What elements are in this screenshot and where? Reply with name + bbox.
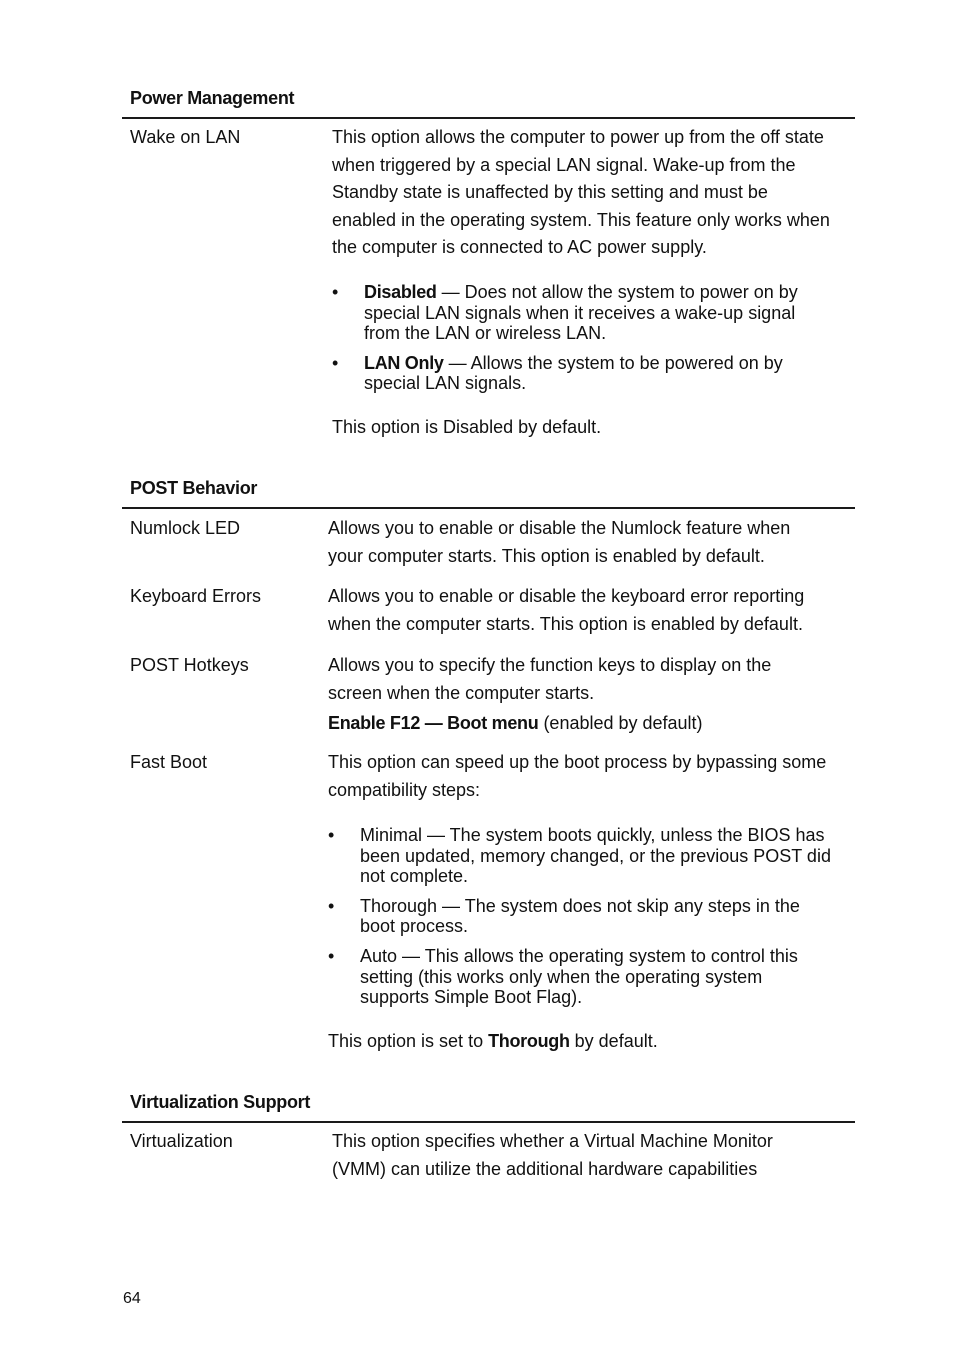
description-line: enabled in the operating system. This feature only works when — [332, 209, 830, 230]
description-line: This option allows the computer to power up from the off state — [332, 127, 824, 147]
page-number: 64 — [123, 1290, 141, 1307]
section-title-power-management: Power Management — [130, 88, 295, 108]
description-line: when triggered by a special LAN signal. Wake-up from the — [332, 154, 796, 175]
section-divider — [122, 507, 855, 509]
description-line: the computer is connected to AC power supply. — [332, 237, 707, 257]
bullet: • — [328, 895, 335, 916]
list-item — [328, 946, 852, 1008]
list-item — [332, 282, 852, 344]
description-line: Allows you to enable or disable the Numlock feature when — [328, 518, 791, 538]
setting-label-fast-boot: Fast Boot — [130, 752, 208, 772]
setting-description-virtualization — [332, 1128, 773, 1183]
section-title-post-behavior: POST Behavior — [130, 478, 258, 498]
description-line: This option can speed up the boot process by bypassing some — [328, 752, 827, 772]
setting-label-post-hotkeys: POST Hotkeys — [130, 655, 249, 675]
option-name: Disabled — [364, 282, 437, 302]
option-text: — Allows the system to be powered on by — [443, 352, 783, 373]
default-value: Thorough — [488, 1031, 570, 1051]
setting-label-numlock-led: Numlock LED — [130, 518, 241, 538]
hotkey-name: Enable F12 — Boot menu — [328, 713, 539, 733]
setting-label-virtualization: Virtualization — [130, 1131, 233, 1151]
setting-description-wake-on-lan — [332, 124, 830, 262]
setting-label-keyboard-errors: Keyboard Errors — [130, 586, 262, 606]
list-item — [332, 353, 852, 394]
default-text: This option is set to — [328, 1031, 489, 1051]
bullet: • — [328, 825, 335, 845]
default-note-wake-on-lan: This option is Disabled by default. — [332, 417, 602, 437]
option-text: setting (this works only when the operating system — [360, 966, 763, 987]
list-item — [328, 896, 852, 937]
setting-description-numlock-led — [328, 515, 790, 570]
description-line: when the computer starts. This option is enabled by default. — [328, 613, 803, 634]
option-text: special LAN signals when it receives a wake-up signal — [364, 302, 796, 323]
bullet: • — [328, 945, 335, 966]
option-list-fast-boot — [328, 825, 852, 1008]
option-text: Thorough — The system does not skip any steps in the — [360, 895, 800, 916]
option-text: special LAN signals. — [364, 373, 527, 394]
setting-description-fast-boot — [328, 749, 826, 804]
option-text: not complete. — [360, 866, 469, 887]
list-item — [328, 825, 852, 887]
description-line: Allows you to enable or disable the keyboard error reporting — [328, 586, 805, 606]
option-text: been updated, memory changed, or the previous POST did — [360, 845, 831, 866]
option-text: supports Simple Boot Flag). — [360, 987, 583, 1008]
bullet: • — [332, 282, 339, 302]
description-line: compatibility steps: — [328, 779, 481, 800]
section-title-virtualization-support: Virtualization Support — [130, 1092, 311, 1112]
setting-description-post-hotkeys — [328, 652, 771, 707]
description-line: your computer starts. This option is enabled by default. — [328, 545, 765, 566]
section-divider — [122, 1121, 855, 1123]
default-text: by default. — [569, 1031, 658, 1051]
description-line: This option specifies whether a Virtual Machine Monitor — [332, 1131, 773, 1151]
setting-description-keyboard-errors — [328, 583, 804, 638]
option-text: boot process. — [360, 916, 469, 937]
option-text: Minimal — The system boots quickly, unless the BIOS has — [360, 825, 825, 845]
bullet: • — [332, 352, 339, 373]
description-line: screen when the computer starts. — [328, 682, 595, 703]
description-line: Standby state is unaffected by this setting and must be — [332, 182, 768, 202]
option-text: Auto — This allows the operating system to control this — [360, 945, 798, 966]
hotkey-option-f12 — [328, 710, 703, 738]
description-line: (VMM) can utilize the additional hardware capabilities — [332, 1158, 758, 1179]
option-name: LAN Only — [364, 352, 444, 373]
option-list-wake-on-lan — [332, 282, 852, 394]
hotkey-note: (enabled by default) — [538, 713, 703, 733]
option-text: — Does not allow the system to power on by — [436, 282, 798, 302]
setting-label-wake-on-lan: Wake on LAN — [130, 127, 241, 147]
default-note-fast-boot — [328, 1028, 658, 1056]
description-line: Allows you to specify the function keys to display on the — [328, 655, 772, 675]
section-divider — [122, 117, 855, 119]
option-text: from the LAN or wireless LAN. — [364, 323, 607, 344]
